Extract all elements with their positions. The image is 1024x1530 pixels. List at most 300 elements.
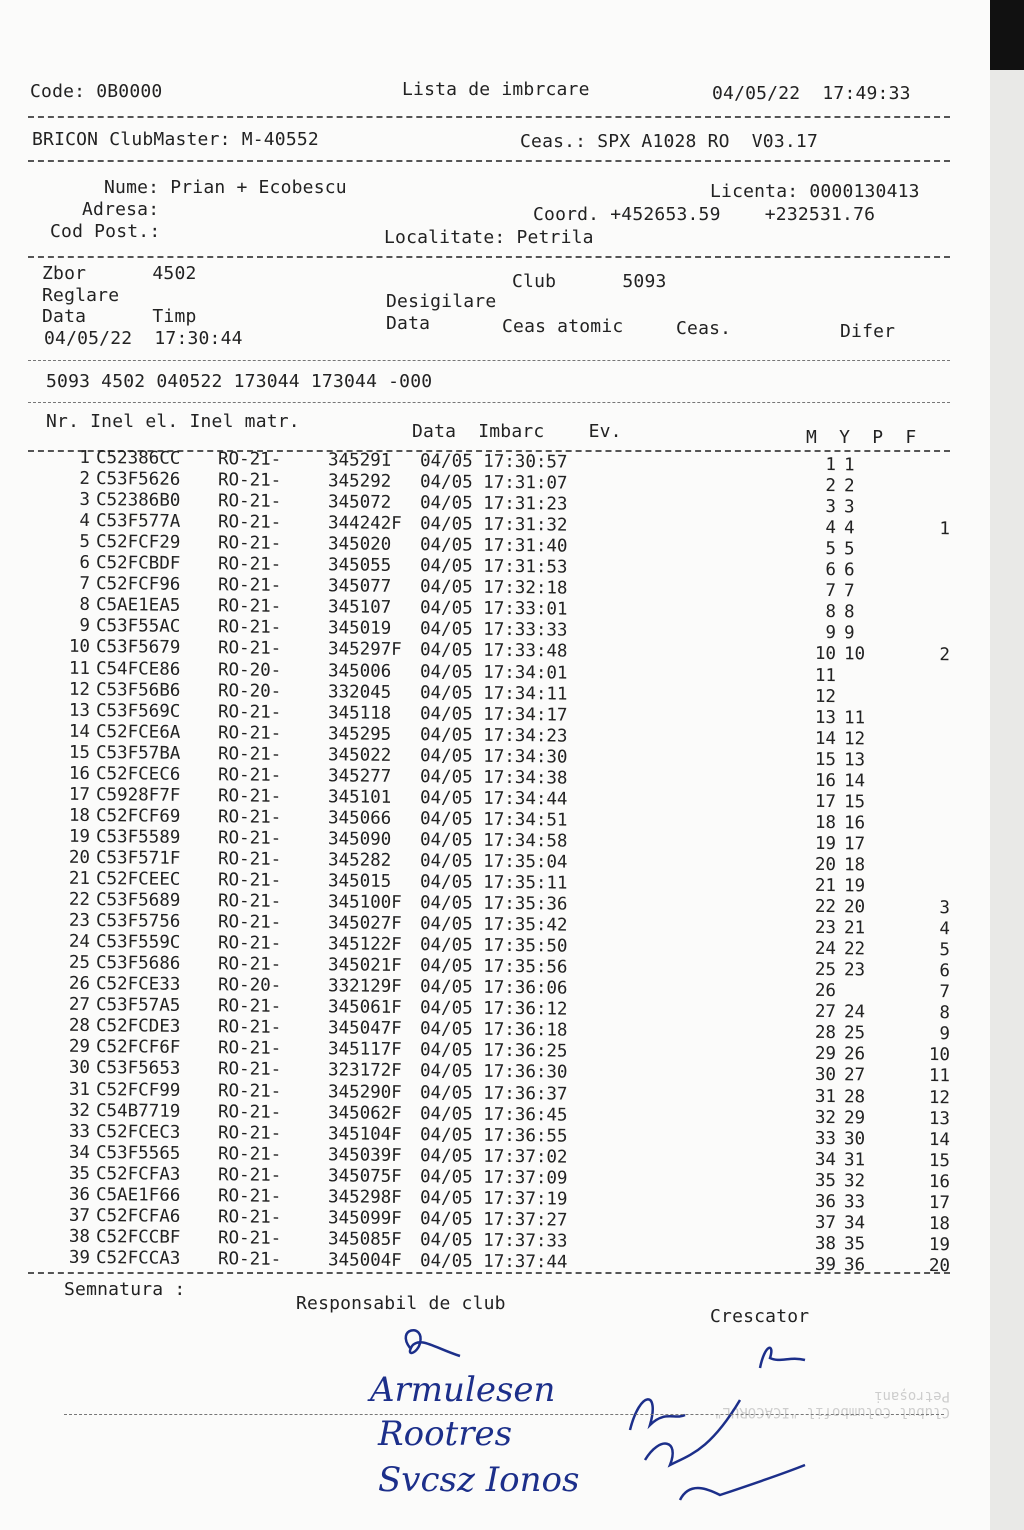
ring-number: 345292 <box>327 471 392 492</box>
electronic-ring: C52FCEC6 <box>95 763 181 785</box>
code-label: Code: 0B0000 <box>30 81 163 102</box>
rank-m: 13 <box>814 707 837 728</box>
row-number: 31 <box>68 1079 91 1100</box>
separator <box>28 160 950 162</box>
electronic-ring: C52FCF29 <box>95 532 181 554</box>
arrival-time: 04/05 17:36:30 <box>419 1061 568 1083</box>
rank-f: 9 <box>939 1024 951 1045</box>
electronic-ring: C53F57A5 <box>95 995 181 1017</box>
row-number: 32 <box>68 1100 91 1121</box>
electronic-ring: C52386CC <box>95 448 181 469</box>
handwritten-name-3: Svcsz Ionos <box>378 1460 580 1500</box>
row-number: 25 <box>68 952 91 974</box>
ring-number: 345006 <box>327 660 392 682</box>
rank-y: 16 <box>843 813 866 834</box>
coordinates: Coord. +452653.59 +232531.76 <box>533 204 876 225</box>
ring-prefix: RO-21- <box>217 617 282 639</box>
electronic-ring: C53F569C <box>95 700 181 722</box>
electronic-ring: C52FCBDF <box>95 553 181 575</box>
ring-number: 345090 <box>327 829 392 850</box>
code-line: 5093 4502 040522 173044 173044 -000 <box>46 371 433 392</box>
separator <box>28 116 950 118</box>
ring-number: 345295 <box>327 723 392 745</box>
ring-prefix: RO-21- <box>217 1122 282 1144</box>
rank-y: 36 <box>843 1255 866 1276</box>
ring-prefix: RO-21- <box>217 512 282 533</box>
ring-prefix: RO-21- <box>217 954 282 975</box>
scan-edge <box>990 0 1024 70</box>
rank-m: 23 <box>814 918 837 939</box>
rank-m: 17 <box>814 791 837 812</box>
rank-y: 20 <box>843 897 866 918</box>
ring-number: 345107 <box>327 597 392 619</box>
rank-f: 19 <box>928 1234 951 1256</box>
electronic-ring: C52FCFA6 <box>95 1205 181 1227</box>
rank-m: 9 <box>825 623 837 644</box>
rank-y: 5 <box>843 539 855 560</box>
row-number: 26 <box>68 974 91 995</box>
rank-m: 37 <box>814 1212 837 1233</box>
row-number: 23 <box>68 910 91 932</box>
rank-y: 6 <box>843 560 855 581</box>
electronic-ring: C53F5589 <box>95 826 181 848</box>
row-number: 14 <box>68 721 91 742</box>
electronic-ring: C52FCCA3 <box>95 1247 181 1269</box>
rank-y: 9 <box>843 623 855 644</box>
row-number: 18 <box>68 805 91 826</box>
rank-y: 7 <box>843 581 855 602</box>
ring-number: 345291 <box>327 450 392 471</box>
table-header-left: Nr. Inel el. Inel matr. <box>46 411 300 432</box>
electronic-ring: C53F5565 <box>95 1142 181 1164</box>
row-number: 13 <box>68 700 91 721</box>
rank-m: 24 <box>814 939 837 960</box>
rank-m: 1 <box>825 455 837 476</box>
rank-y: 22 <box>843 939 866 960</box>
electronic-ring: C52FCE6A <box>95 721 181 743</box>
ring-number: 345122F <box>327 934 402 956</box>
row-number: 9 <box>79 616 91 637</box>
ring-number: 345022 <box>327 744 392 766</box>
ring-prefix: RO-21- <box>217 1038 282 1060</box>
row-number: 22 <box>68 889 91 911</box>
rank-y: 19 <box>843 876 866 897</box>
ring-number: 345015 <box>327 871 392 892</box>
separator <box>28 402 950 403</box>
responsabil-signature <box>390 1318 480 1368</box>
rank-y: 28 <box>843 1086 866 1107</box>
rank-m: 28 <box>814 1023 837 1044</box>
data-header: Data <box>386 313 431 334</box>
ring-prefix: RO-21- <box>217 1017 282 1039</box>
row-number: 27 <box>68 995 91 1016</box>
electronic-ring: C52FCE33 <box>95 974 181 996</box>
rank-f: 2 <box>939 645 951 666</box>
arrival-time: 04/05 17:37:09 <box>419 1166 568 1189</box>
atomic-clock-header: Ceas atomic <box>502 316 624 337</box>
electronic-ring: C53F5756 <box>95 911 181 932</box>
arrival-time: 04/05 17:35:11 <box>419 872 568 894</box>
rank-y: 30 <box>843 1128 866 1150</box>
row-number: 38 <box>68 1226 91 1247</box>
ring-prefix: RO-21- <box>217 743 282 765</box>
ceas-label: Ceas.: SPX A1028 RO V03.17 <box>520 131 818 152</box>
electronic-ring: C52FCEC3 <box>95 1121 181 1143</box>
rank-y: 27 <box>843 1065 866 1086</box>
arrival-time: 04/05 17:34:51 <box>419 808 568 831</box>
row-number: 11 <box>68 658 91 679</box>
rank-m: 39 <box>814 1254 837 1276</box>
row-number: 10 <box>68 637 91 658</box>
rank-f: 13 <box>928 1108 951 1129</box>
ring-prefix: RO-21- <box>217 491 282 512</box>
rank-y: 33 <box>843 1191 866 1213</box>
ring-number: 345019 <box>327 618 392 640</box>
rank-y: 4 <box>843 518 855 539</box>
ring-number: 345062F <box>327 1102 402 1124</box>
arrival-time: 04/05 17:35:36 <box>419 893 568 915</box>
ring-prefix: RO-21- <box>217 701 282 723</box>
rank-f: 5 <box>939 940 951 961</box>
electronic-ring: C52FCCBF <box>95 1226 181 1248</box>
difference-header: Difer <box>840 321 896 342</box>
ring-number: 345277 <box>327 766 392 787</box>
arrival-time: 04/05 17:31:53 <box>419 556 568 578</box>
ring-prefix: RO-21- <box>217 1206 282 1228</box>
row-number: 6 <box>79 553 91 574</box>
rank-f: 18 <box>928 1213 951 1235</box>
arrival-time: 04/05 17:37:02 <box>419 1145 568 1168</box>
ring-prefix: RO-21- <box>217 596 282 618</box>
arrival-time: 04/05 17:34:30 <box>419 745 568 768</box>
rank-m: 19 <box>814 833 837 855</box>
row-number: 15 <box>68 742 91 763</box>
row-number: 34 <box>68 1142 91 1163</box>
paper-stack-edge <box>990 70 1024 1530</box>
table-header-mid: Data Imbarc Ev. <box>412 421 622 442</box>
rank-m: 8 <box>825 602 837 623</box>
rank-m: 4 <box>825 518 837 539</box>
ring-prefix: RO-21- <box>217 870 282 891</box>
ring-prefix: RO-21- <box>217 1143 282 1165</box>
ring-number: 345004F <box>327 1250 402 1271</box>
arrival-time: 04/05 17:33:01 <box>419 598 568 620</box>
ring-prefix: RO-21- <box>217 912 282 933</box>
data-timp-header: Data Timp <box>42 306 197 327</box>
ring-prefix: RO-21- <box>217 1164 282 1186</box>
row-number: 3 <box>79 489 91 511</box>
electronic-ring: C53F571F <box>95 847 181 869</box>
row-number: 19 <box>68 826 91 847</box>
rank-y: 31 <box>843 1149 866 1171</box>
arrival-time: 04/05 17:37:27 <box>419 1208 568 1231</box>
rank-f: 10 <box>928 1045 951 1066</box>
rank-f: 11 <box>928 1066 951 1087</box>
row-number: 30 <box>68 1058 91 1079</box>
electronic-ring: C53F57BA <box>95 742 181 764</box>
club-responsible-label: Responsabil de club <box>296 1293 506 1314</box>
electronic-ring: C53F5689 <box>95 890 181 911</box>
ring-number: 345061F <box>327 997 402 1019</box>
ring-prefix: RO-21- <box>217 1101 282 1123</box>
rank-m: 12 <box>814 686 837 707</box>
row-number: 1 <box>79 447 91 468</box>
arrival-time: 04/05 17:31:23 <box>419 493 568 515</box>
arrival-time: 04/05 17:34:01 <box>419 661 568 684</box>
rank-f: 6 <box>939 961 951 982</box>
ring-number: 345099F <box>327 1208 402 1229</box>
arrival-time: 04/05 17:37:19 <box>419 1187 568 1210</box>
ring-number: 332129F <box>327 976 402 998</box>
row-number: 16 <box>68 763 91 784</box>
rank-f: 15 <box>928 1150 951 1171</box>
ring-number: 345282 <box>327 850 392 871</box>
arrival-time: 04/05 17:35:56 <box>419 956 568 978</box>
rank-m: 21 <box>814 875 837 897</box>
rank-m: 31 <box>814 1086 837 1107</box>
ring-number: 323172F <box>327 1060 402 1082</box>
arrival-time: 04/05 17:37:44 <box>419 1251 568 1273</box>
arrival-time: 04/05 17:33:48 <box>419 640 568 662</box>
ring-number: 345055 <box>327 555 392 577</box>
arrival-time: 04/05 17:35:50 <box>419 935 568 957</box>
ring-prefix: RO-21- <box>217 933 282 954</box>
ring-prefix: RO-21- <box>217 807 282 828</box>
ring-prefix: RO-21- <box>217 554 282 576</box>
ring-prefix: RO-20- <box>217 659 282 681</box>
electronic-ring: C52FCF6F <box>95 1037 181 1059</box>
row-number: 36 <box>68 1184 91 1205</box>
rank-f: 4 <box>939 919 951 940</box>
ring-number: 344242F <box>327 513 402 535</box>
arrival-time: 04/05 17:36:12 <box>419 998 568 1020</box>
ring-prefix: RO-21- <box>217 891 282 912</box>
rank-m: 29 <box>814 1044 837 1065</box>
row-number: 4 <box>79 511 91 532</box>
rank-y: 17 <box>843 834 866 855</box>
electronic-ring: C5AE1F66 <box>95 1184 181 1206</box>
arrival-time: 04/05 17:32:18 <box>419 577 568 599</box>
rank-m: 10 <box>814 644 837 665</box>
electronic-ring: C53F56B6 <box>95 679 181 701</box>
ring-number: 345039F <box>327 1144 402 1166</box>
rank-m: 15 <box>814 749 837 770</box>
arrival-time: 04/05 17:33:33 <box>419 619 568 641</box>
arrival-time: 04/05 17:37:33 <box>419 1229 568 1252</box>
row-number: 5 <box>79 532 91 553</box>
table-header-right: M Y P F <box>806 427 917 448</box>
arrival-time: 04/05 17:34:58 <box>419 830 568 852</box>
ring-number: 345118 <box>327 702 392 724</box>
ring-number: 345085F <box>327 1229 402 1250</box>
handwritten-name-2: Rootres <box>378 1414 513 1454</box>
rank-y: 29 <box>843 1107 866 1128</box>
ring-prefix: RO-21- <box>217 449 282 470</box>
arrival-time: 04/05 17:35:42 <box>419 914 568 936</box>
electronic-ring: C54B7719 <box>95 1100 181 1122</box>
ring-number: 345047F <box>327 1018 402 1040</box>
electronic-ring: C53F55AC <box>95 616 181 638</box>
rank-y: 3 <box>843 497 855 518</box>
ring-prefix: RO-21- <box>217 638 282 660</box>
row-number: 39 <box>68 1247 91 1268</box>
separator <box>28 1272 950 1274</box>
rank-m: 11 <box>814 665 837 686</box>
electronic-ring: C53F5626 <box>95 469 181 490</box>
signature-label: Semnatura : <box>64 1279 186 1300</box>
rank-y: 14 <box>843 770 866 792</box>
electronic-ring: C53F5686 <box>95 953 181 975</box>
rank-y: 18 <box>843 855 866 876</box>
ring-number: 345290F <box>327 1081 402 1103</box>
arrival-time: 04/05 17:36:37 <box>419 1082 568 1105</box>
ring-number: 345077 <box>327 576 392 598</box>
rank-m: 38 <box>814 1233 837 1254</box>
arrival-time: 04/05 17:34:44 <box>419 787 568 810</box>
owner-name: Nume: Prian + Ecobescu <box>104 177 347 198</box>
rank-m: 26 <box>814 981 837 1002</box>
ring-prefix: RO-20- <box>217 680 282 702</box>
club-number: Club 5093 <box>512 271 667 292</box>
ring-number: 345075F <box>327 1165 402 1187</box>
ring-number: 345072 <box>327 492 392 513</box>
rank-f: 14 <box>928 1129 951 1150</box>
rank-m: 36 <box>814 1191 837 1212</box>
electronic-ring: C53F559C <box>95 932 181 953</box>
separator <box>28 360 950 361</box>
desigilare-label: Desigilare <box>386 291 497 312</box>
electronic-ring: C53F5679 <box>95 637 181 659</box>
row-number: 2 <box>79 468 91 490</box>
rank-m: 25 <box>814 960 837 981</box>
flight-number: Zbor 4502 <box>42 263 197 284</box>
rank-f: 20 <box>928 1255 951 1277</box>
breeder-signature <box>750 1338 820 1378</box>
arrival-time: 04/05 17:34:11 <box>419 682 568 705</box>
rank-m: 30 <box>814 1065 837 1086</box>
list-title: Lista de imbrcare <box>402 79 590 100</box>
rank-f: 17 <box>928 1192 951 1213</box>
handwritten-name-1: Armulesen <box>370 1370 556 1410</box>
rank-f: 3 <box>939 898 951 919</box>
arrival-time: 04/05 17:36:45 <box>419 1103 568 1126</box>
ring-prefix: RO-21- <box>217 533 282 554</box>
arrival-time: 04/05 17:31:40 <box>419 535 568 557</box>
row-number: 33 <box>68 1121 91 1142</box>
electronic-ring: C52FCF96 <box>95 574 181 596</box>
rank-y: 8 <box>843 602 855 623</box>
rank-y: 35 <box>843 1234 866 1255</box>
ring-prefix: RO-20- <box>217 975 282 997</box>
reglare-label: Reglare <box>42 285 120 306</box>
electronic-ring: C53F577A <box>95 511 181 532</box>
electronic-ring: C5928F7F <box>95 784 181 806</box>
rank-y: 24 <box>843 1002 866 1023</box>
rank-y: 32 <box>843 1170 866 1192</box>
rank-y: 2 <box>843 476 855 497</box>
rank-y: 34 <box>843 1213 866 1234</box>
rank-m: 20 <box>814 854 837 876</box>
rank-f: 1 <box>939 519 951 540</box>
clubmaster-label: BRICON ClubMaster: M-40552 <box>32 129 319 150</box>
ring-prefix: RO-21- <box>217 996 282 1018</box>
arrival-time: 04/05 17:30:57 <box>419 451 568 473</box>
row-number: 28 <box>68 1016 91 1037</box>
ring-prefix: RO-21- <box>217 828 282 849</box>
ring-number: 345297F <box>327 639 402 661</box>
ring-number: 345101 <box>327 787 392 808</box>
breeder-label: Crescator <box>710 1306 810 1327</box>
rank-f: 8 <box>939 1003 951 1024</box>
ring-number: 345027F <box>327 913 402 935</box>
ring-prefix: RO-21- <box>217 785 282 807</box>
club-stamp: Clubul Columbofil "ICACORUL" Petroșani <box>713 1388 950 1420</box>
rank-m: 35 <box>814 1170 837 1191</box>
ring-prefix: RO-21- <box>217 470 282 491</box>
electronic-ring: C54FCE86 <box>95 658 181 680</box>
rank-y: 11 <box>843 707 866 729</box>
electronic-ring: C52FCDE3 <box>95 1016 181 1038</box>
rank-f: 7 <box>939 982 951 1003</box>
rank-f: 16 <box>928 1171 951 1192</box>
rank-m: 2 <box>825 476 837 497</box>
rank-m: 6 <box>825 560 837 581</box>
rank-y: 25 <box>843 1023 866 1044</box>
arrival-time: 04/05 17:36:06 <box>419 977 568 999</box>
rank-m: 14 <box>814 728 837 749</box>
ring-number: 345100F <box>327 892 402 914</box>
row-number: 21 <box>68 868 91 889</box>
rank-m: 18 <box>814 812 837 833</box>
ring-prefix: RO-21- <box>217 1228 282 1249</box>
arrival-time: 04/05 17:31:07 <box>419 472 568 494</box>
arrival-time: 04/05 17:34:23 <box>419 724 568 747</box>
row-number: 37 <box>68 1205 91 1226</box>
locality: Localitate: Petrila <box>384 227 594 248</box>
rank-y: 23 <box>843 960 866 981</box>
ring-number: 345021F <box>327 955 402 977</box>
rank-y: 12 <box>843 728 866 750</box>
electronic-ring: C52FCEEC <box>95 869 181 890</box>
rank-m: 7 <box>825 581 837 602</box>
handwritten-signatures <box>620 1380 820 1520</box>
rank-m: 3 <box>825 497 837 518</box>
ring-prefix: RO-21- <box>217 575 282 597</box>
row-number: 20 <box>68 847 91 868</box>
ring-number: 345066 <box>327 808 392 829</box>
rank-f: 12 <box>928 1087 951 1108</box>
arrival-time: 04/05 17:36:55 <box>419 1124 568 1147</box>
rank-y: 1 <box>843 455 855 476</box>
separator <box>64 1414 944 1415</box>
rank-m: 5 <box>825 539 837 560</box>
ring-number: 332045 <box>327 681 392 703</box>
rank-y: 26 <box>843 1044 866 1065</box>
rank-m: 32 <box>814 1107 837 1128</box>
electronic-ring: C52386B0 <box>95 490 181 511</box>
rank-m: 33 <box>814 1128 837 1149</box>
rank-y: 15 <box>843 792 866 813</box>
licence-number: Licenta: 0000130413 <box>710 181 920 202</box>
rank-m: 22 <box>814 896 837 918</box>
reglare-values: 04/05/22 17:30:44 <box>44 328 243 349</box>
row-number: 35 <box>68 1163 91 1184</box>
row-number: 17 <box>68 784 91 805</box>
arrival-time: 04/05 17:34:17 <box>419 703 568 726</box>
row-number: 29 <box>68 1037 91 1058</box>
rank-y: 13 <box>843 749 866 771</box>
ring-prefix: RO-21- <box>217 1249 282 1270</box>
